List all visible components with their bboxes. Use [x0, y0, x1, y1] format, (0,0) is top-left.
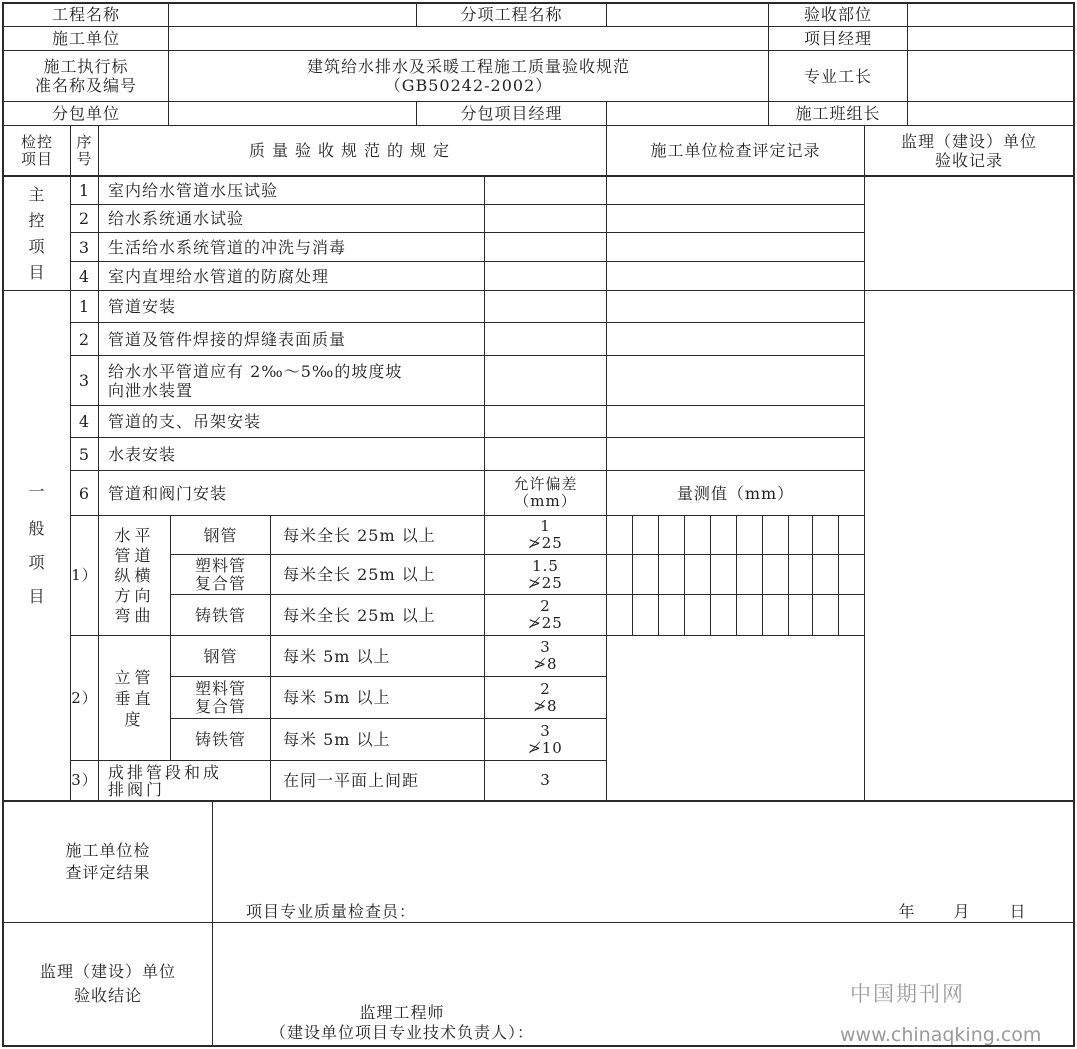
project-manager-label: 项目经理: [803, 29, 872, 48]
specialty-foreman-field[interactable]: [908, 51, 1073, 101]
main-item-text: 给水系统通水试验: [108, 209, 245, 228]
main-item-no: 2: [78, 209, 91, 228]
general-item-no: 1: [78, 297, 91, 316]
subcontractor-field[interactable]: [169, 102, 416, 125]
condition-cell: 每米 5m 以上: [283, 688, 391, 707]
tolerance-cell: 3: [540, 771, 551, 789]
material-cell: 铸铁管: [194, 605, 246, 625]
group1-label: 水平 管道 纵横 方向 弯曲: [114, 525, 155, 625]
acceptance-part-label: 验收部位: [803, 5, 872, 24]
main-item-text: 生活给水系统管道的冲洗与消毒: [108, 237, 347, 257]
condition-cell: 每米全长 25m 以上: [283, 525, 436, 545]
general-label-char: 项: [28, 552, 46, 572]
measured-header: 量测值（mm）: [676, 483, 795, 503]
group3-no: 3）: [71, 771, 98, 789]
general-item-no: 6: [78, 483, 91, 503]
group3-label: 成排管段和成 排阀门: [108, 762, 223, 799]
general-label-char: 一: [28, 481, 46, 501]
supervision-conclusion-label: 监理（建设）单位 验收结论: [39, 962, 176, 1005]
general-label-char: 目: [28, 586, 46, 606]
inspector-label: 项目专业质量检查员：: [246, 901, 417, 921]
sub-manager-label: 分包项目经理: [460, 104, 563, 123]
tolerance-cell: 3 ≯10: [528, 721, 563, 757]
seq-header: 序 号: [76, 132, 93, 168]
main-control-label: 主 控 项 目: [28, 184, 46, 282]
check-item-header: 检控 项目: [20, 132, 53, 168]
tolerance-cell: 2 ≯25: [528, 597, 563, 632]
tolerance-cell: 2 ≯8: [533, 679, 558, 715]
construction-unit-label: 施工单位: [51, 29, 120, 48]
day-label: 日: [1009, 901, 1027, 921]
tolerance-cell: 1 ≯25: [528, 517, 563, 552]
general-item-text: 水表安装: [108, 444, 177, 464]
general-item-text: 管道的支、吊架安装: [108, 412, 262, 431]
main-item-no: 4: [78, 266, 91, 286]
tolerance-header: 允许偏差 （mm）: [513, 475, 578, 510]
supervision-record-header: 监理（建设）单位 验收记录: [900, 131, 1037, 170]
project-name-label: 工程名称: [51, 5, 120, 24]
general-item-text: 管道安装: [108, 297, 177, 316]
sub-project-label: 分项工程名称: [460, 5, 563, 24]
material-cell: 钢管: [203, 525, 238, 545]
main-item-no: 1: [78, 181, 91, 200]
material-cell: 钢管: [203, 646, 238, 666]
general-item-no: 4: [78, 412, 91, 431]
year-label: 年: [898, 901, 916, 921]
spec-header: 质量验收规范的规定: [248, 141, 456, 160]
project-manager-field[interactable]: [908, 27, 1073, 50]
main-item-no: 3: [78, 237, 91, 257]
standard-label: 施工执行标 准名称及编号: [34, 57, 137, 95]
sub-project-field[interactable]: [607, 3, 768, 26]
material-cell: 铸铁管: [194, 730, 246, 749]
general-item-no: 5: [78, 444, 91, 464]
construction-result-field[interactable]: [213, 802, 1073, 892]
general-item-text: 给水水平管道应有 2‰～5‰的坡度坡 向泄水装置: [108, 361, 403, 400]
watermark-cn: 中国期刊网: [850, 982, 965, 1006]
supervisor-label: 监理工程师 （建设单位项目专业技术负责人）：: [269, 1003, 534, 1042]
team-leader-label: 施工班组长: [795, 104, 881, 123]
general-label-char: 般: [28, 518, 46, 538]
construction-record-header: 施工单位检查评定记录: [650, 141, 821, 160]
condition-cell: 每米全长 25m 以上: [283, 565, 436, 584]
condition-cell: 每米 5m 以上: [283, 646, 391, 666]
condition-cell: 在同一平面上间距: [283, 771, 420, 790]
main-item-text: 室内给水管道水压试验: [108, 181, 279, 200]
material-cell: 塑料管 复合管: [194, 555, 246, 593]
tolerance-cell: 3 ≯8: [533, 638, 558, 673]
main-item-text: 室内直埋给水管道的防腐处理: [108, 266, 330, 286]
group1-no: 1）: [71, 566, 98, 584]
general-item-text: 管道和阀门安装: [108, 483, 228, 503]
tolerance-cell: 1.5 ≯25: [528, 556, 563, 592]
watermark-url: www.chinaqking.com: [840, 1024, 1042, 1046]
acceptance-part-field[interactable]: [908, 3, 1073, 26]
group2-label: 立管 垂直 度: [114, 667, 155, 729]
material-cell: 塑料管 复合管: [194, 678, 246, 716]
general-item-no: 2: [78, 329, 91, 349]
standard-value: 建筑给水排水及采暖工程施工质量验收规范 （GB50242-2002）: [306, 57, 630, 95]
team-leader-field[interactable]: [908, 102, 1073, 125]
construction-unit-field[interactable]: [169, 27, 768, 50]
general-item-text: 管道及管件焊接的焊缝表面质量: [108, 329, 347, 349]
subcontractor-label: 分包单位: [51, 104, 120, 123]
project-name-field[interactable]: [169, 3, 416, 26]
group2-no: 2）: [71, 688, 98, 707]
general-item-no: 3: [78, 371, 91, 390]
condition-cell: 每米全长 25m 以上: [283, 605, 436, 625]
specialty-foreman-label: 专业工长: [803, 66, 872, 86]
month-label: 月: [953, 901, 971, 921]
sub-manager-field[interactable]: [607, 102, 768, 125]
construction-result-label: 施工单位检 查评定结果: [65, 841, 151, 882]
condition-cell: 每米 5m 以上: [283, 730, 391, 749]
